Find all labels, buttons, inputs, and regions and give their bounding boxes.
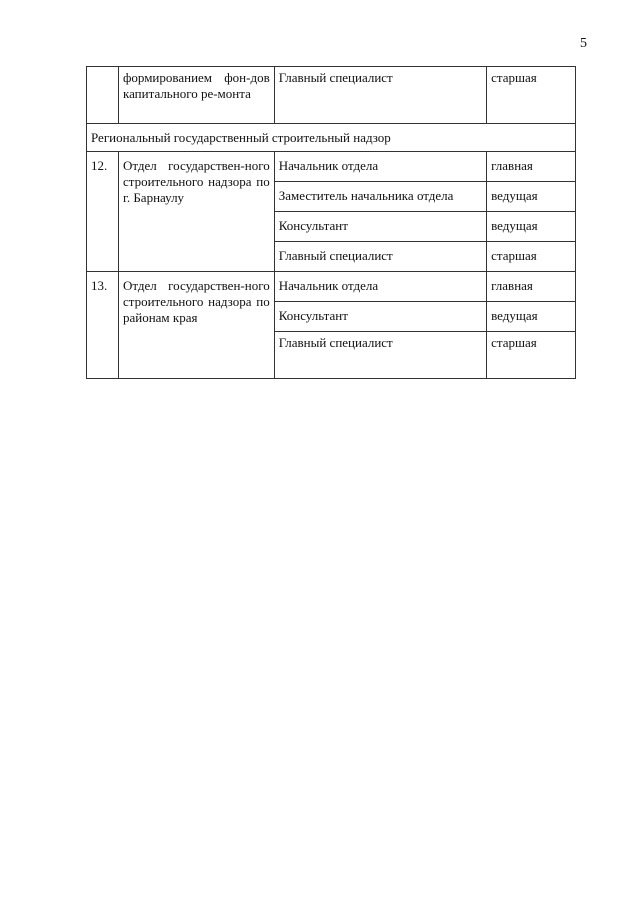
staff-table [86, 66, 576, 379]
department-name-text: Отдел государствен-ного строительного надзора по г. Барнаулу [122, 158, 270, 205]
table-row [87, 152, 576, 182]
position-text: Заместитель начальника отдела [278, 188, 454, 203]
department-name-text: формированием фон-дов капитального ре-монта [122, 70, 270, 101]
group-text: старшая [491, 248, 537, 263]
group-text: старшая [491, 70, 537, 85]
position-name [274, 272, 486, 302]
position-text: Главный специалист [278, 70, 393, 85]
page-number: 5 [580, 36, 587, 51]
position-name [274, 212, 486, 242]
position-name [274, 152, 486, 182]
position-name [274, 242, 486, 272]
position-text: Главный специалист [278, 248, 393, 263]
position-name [274, 332, 486, 379]
position-group [487, 212, 576, 242]
group-text: главная [491, 158, 533, 173]
row-number [87, 272, 119, 379]
position-group [487, 302, 576, 332]
position-name [274, 302, 486, 332]
row-number [87, 152, 119, 272]
position-name [274, 67, 486, 124]
group-text: ведущая [491, 308, 538, 323]
position-text: Главный специалист [278, 335, 393, 350]
section-row [87, 124, 576, 152]
position-text: Консультант [278, 308, 348, 323]
table-row [87, 272, 576, 302]
department-name [118, 272, 274, 379]
position-group [487, 332, 576, 379]
row-number [87, 67, 119, 124]
group-text: главная [491, 278, 533, 293]
position-group [487, 242, 576, 272]
row-number-text: 12. [91, 158, 108, 173]
department-name [118, 67, 274, 124]
group-text: ведущая [491, 188, 538, 203]
position-group [487, 182, 576, 212]
position-name [274, 182, 486, 212]
group-text: старшая [491, 335, 537, 350]
row-number-text: 13. [91, 278, 108, 293]
department-name-text: Отдел государствен-ного строительного надзора по районам края [122, 278, 270, 325]
position-group [487, 272, 576, 302]
position-group [487, 152, 576, 182]
position-text: Консультант [278, 218, 348, 233]
position-group [487, 67, 576, 124]
section-title: Региональный государственный строительный надзор [87, 124, 576, 152]
position-text: Начальник отдела [278, 278, 379, 293]
department-name [118, 152, 274, 272]
group-text: ведущая [491, 218, 538, 233]
table-row [87, 67, 576, 124]
position-text: Начальник отдела [278, 158, 379, 173]
